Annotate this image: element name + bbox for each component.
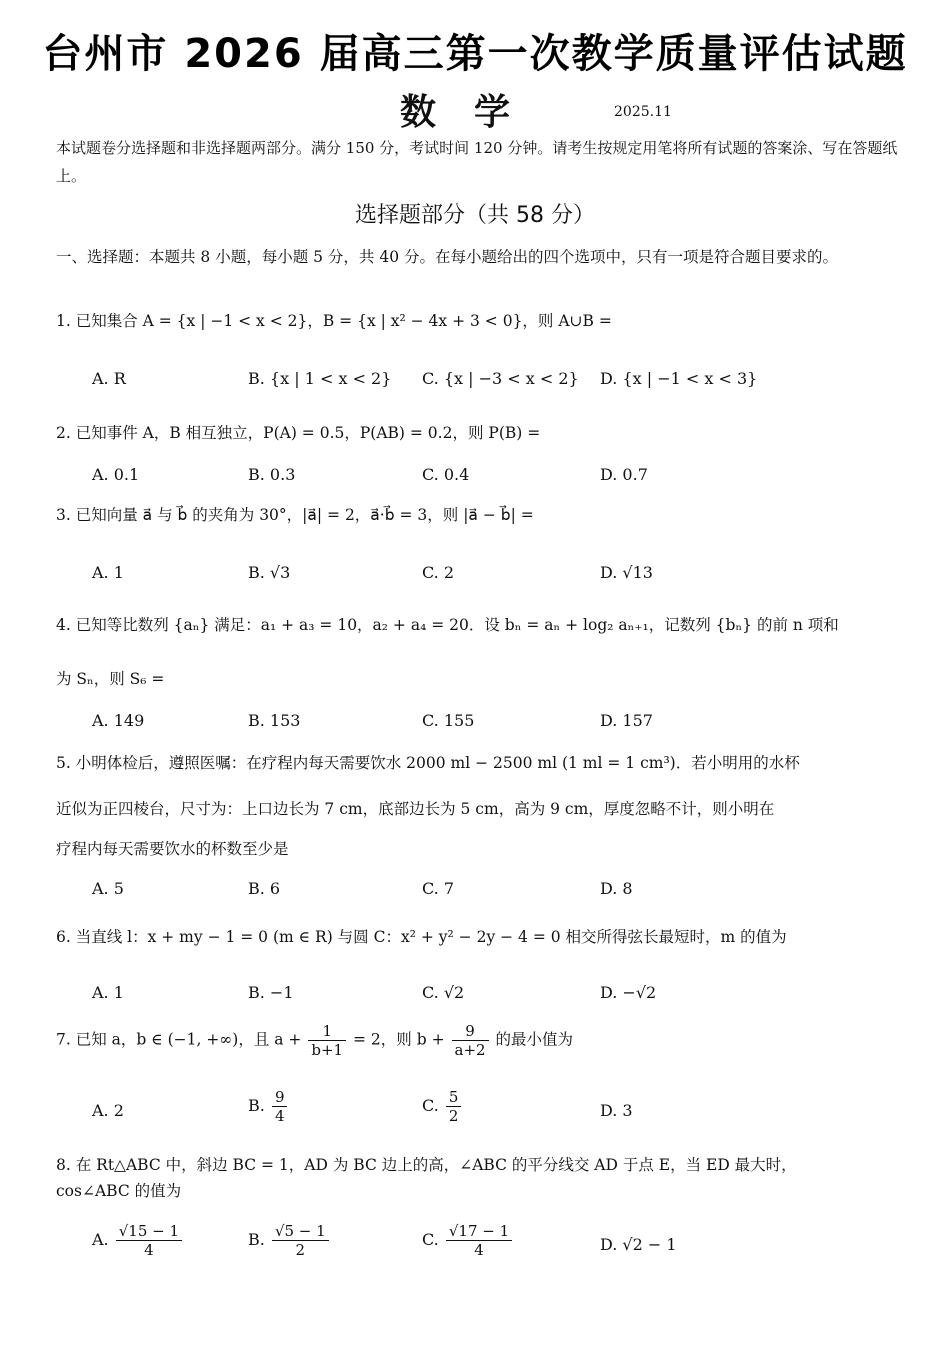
question-1-option-b: B. {x | 1 < x < 2} <box>248 369 392 388</box>
question-3-option-c: C. 2 <box>422 563 455 582</box>
fraction-denominator: 4 <box>474 1241 484 1259</box>
part-header: 一、选择题：本题共 8 小题，每小题 5 分，共 40 分。在每小题给出的四个选项中，只有一项是符合题目要求的。 <box>56 248 839 266</box>
question-2-option-c: C. 0.4 <box>422 465 470 484</box>
question-3-stem: 3. 已知向量 a⃗ 与 b⃗ 的夹角为 30°，|a⃗| = 2，a⃗·b⃗ = 3，则 |a⃗ − b⃗| = <box>56 506 534 524</box>
question-7-stem-mid: = 2，则 b + <box>353 1030 445 1049</box>
question-7-stem <box>56 1022 906 1059</box>
question-3-option-b: B. √3 <box>248 563 291 582</box>
question-6-option-a: A. 1 <box>92 983 124 1002</box>
question-8-option-d: D. √2 − 1 <box>600 1235 677 1254</box>
question-3-option-d: D. √13 <box>600 563 653 582</box>
option-fraction <box>446 1088 462 1125</box>
question-5-stem: 5. 小明体检后，遵照医嘱：在疗程内每天需要饮水 2000 ml − 2500 ml (1 ml = 1 cm³)．若小明用的水杯 <box>56 754 800 772</box>
question-2-stem: 2. 已知事件 A，B 相互独立，P(A) = 0.5，P(AB) = 0.2，则 P(B) = <box>56 424 541 442</box>
question-4-stem-line2: 为 Sₙ，则 S₆ = <box>56 670 165 688</box>
question-8-option-a <box>92 1222 184 1259</box>
fraction-numerator: 9 <box>452 1022 489 1041</box>
exam-instructions: 本试题卷分选择题和非选择题两部分。满分 150 分，考试时间 120 分钟。请考生按规定用笔将所有试题的答案涂、写在答题纸上。 <box>56 139 898 185</box>
fraction-denominator: b+1 <box>311 1041 344 1059</box>
fraction-denominator: 2 <box>448 1107 459 1125</box>
option-fraction <box>272 1088 288 1125</box>
option-fraction <box>272 1222 329 1259</box>
question-7-fraction-1 <box>308 1022 346 1059</box>
question-1-option-a: A. R <box>92 369 126 388</box>
fraction-numerator: √17 − 1 <box>446 1222 512 1241</box>
option-label: A. <box>92 1230 109 1249</box>
option-fraction <box>116 1222 182 1259</box>
question-7-option-d: D. 3 <box>600 1101 633 1120</box>
question-7-option-a: A. 2 <box>92 1101 124 1120</box>
question-7-option-c <box>422 1088 463 1125</box>
question-4-option-b: B. 153 <box>248 711 301 730</box>
option-label: C. <box>422 1096 439 1115</box>
fraction-numerator: √5 − 1 <box>272 1222 329 1241</box>
exam-date: 2025.11 <box>614 104 672 120</box>
question-4-option-a: A. 149 <box>92 711 145 730</box>
fraction-numerator: √15 − 1 <box>116 1222 182 1241</box>
question-6-option-b: B. −1 <box>248 983 294 1002</box>
question-5-option-d: D. 8 <box>600 879 633 898</box>
question-4-stem: 4. 已知等比数列 {aₙ} 满足：a₁ + a₃ = 10，a₂ + a₄ = 20．设 bₙ = aₙ + log₂ aₙ₊₁，记数列 {bₙ} 的前 n 项和 <box>56 616 839 634</box>
question-7-fraction-2 <box>452 1022 489 1059</box>
question-5-option-b: B. 6 <box>248 879 281 898</box>
question-1-stem: 1. 已知集合 A = {x | −1 < x < 2}，B = {x | x² − 4x + 3 < 0}，则 A∪B = <box>56 312 612 330</box>
question-2-option-d: D. 0.7 <box>600 465 648 484</box>
question-4-option-d: D. 157 <box>600 711 653 730</box>
fraction-denominator: 2 <box>295 1241 306 1259</box>
section-title: 选择题部分（共 58 分） <box>355 203 595 228</box>
subject-title: 数学 <box>400 92 549 133</box>
option-fraction <box>446 1222 512 1259</box>
question-1-option-c: C. {x | −3 < x < 2} <box>422 369 579 388</box>
question-6-stem: 6. 当直线 l：x + my − 1 = 0 (m ∈ R) 与圆 C：x² + y² − 2y − 4 = 0 相交所得弦长最短时，m 的值为 <box>56 928 787 946</box>
exam-title: 台州市 2026 届高三第一次教学质量评估试题 <box>42 31 908 77</box>
fraction-numerator: 5 <box>446 1088 462 1107</box>
fraction-numerator: 9 <box>272 1088 288 1107</box>
question-8-stem: 8. 在 Rt△ABC 中，斜边 BC = 1，AD 为 BC 边上的高，∠ABC 的平分线交 AD 于点 E，当 ED 最大时， <box>56 1156 797 1174</box>
question-1-option-d: D. {x | −1 < x < 3} <box>600 369 758 388</box>
question-8-option-c <box>422 1222 514 1259</box>
question-8-stem-line2: cos∠ABC 的值为 <box>56 1182 182 1200</box>
question-7-stem-prefix: 7. 已知 a，b ∈ (−1, +∞)，且 a + <box>56 1030 302 1049</box>
question-2-option-b: B. 0.3 <box>248 465 296 484</box>
question-3-option-a: A. 1 <box>92 563 124 582</box>
question-5-stem-line2: 近似为正四棱台，尺寸为：上口边长为 7 cm，底部边长为 5 cm，高为 9 cm，厚度忽略不计，则小明在 <box>56 800 775 818</box>
option-label: B. <box>248 1096 265 1115</box>
question-7-option-b <box>248 1088 289 1125</box>
question-2-option-a: A. 0.1 <box>92 465 140 484</box>
question-6-option-c: C. √2 <box>422 983 465 1002</box>
fraction-denominator: a+2 <box>454 1041 486 1059</box>
question-7-stem-suffix: 的最小值为 <box>495 1030 574 1049</box>
question-5-option-c: C. 7 <box>422 879 455 898</box>
fraction-denominator: 4 <box>274 1107 285 1125</box>
question-5-option-a: A. 5 <box>92 879 124 898</box>
fraction-denominator: 4 <box>144 1241 154 1259</box>
fraction-numerator: 1 <box>308 1022 346 1041</box>
question-8-option-b <box>248 1222 331 1259</box>
option-label: B. <box>248 1230 265 1249</box>
question-4-option-c: C. 155 <box>422 711 475 730</box>
option-label: C. <box>422 1230 439 1249</box>
question-5-stem-line3: 疗程内每天需要饮水的杯数至少是 <box>56 840 289 858</box>
question-6-option-d: D. −√2 <box>600 983 657 1002</box>
